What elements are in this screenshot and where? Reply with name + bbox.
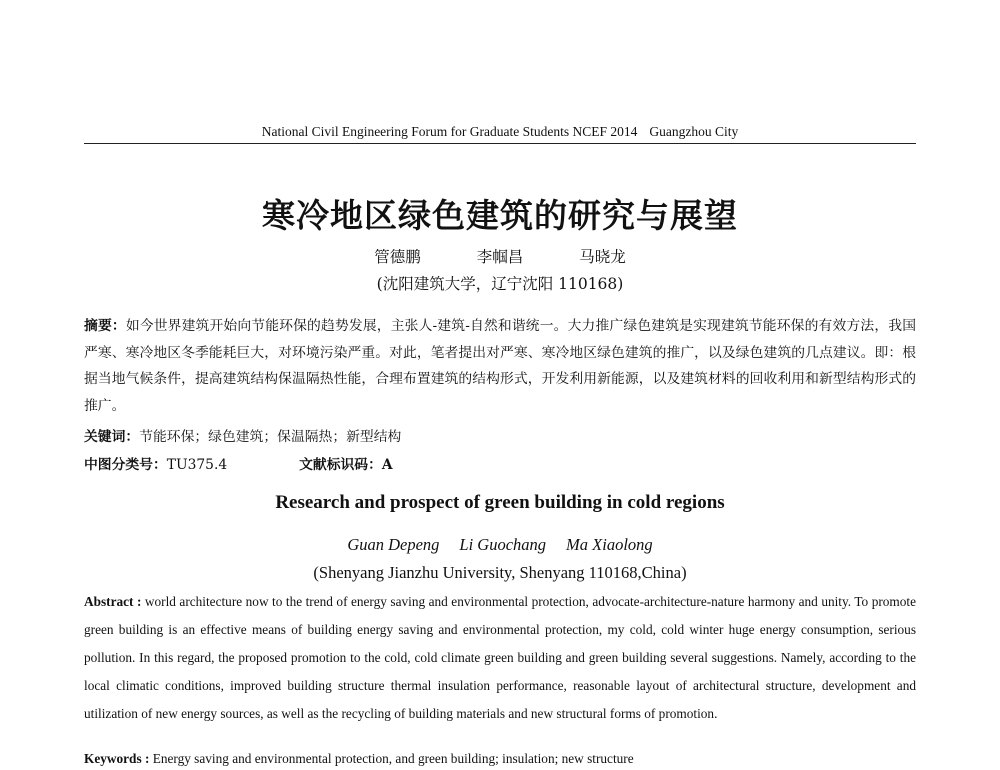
classification-cn: [84, 453, 393, 473]
affiliation-en: (Shenyang Jianzhu University, Shenyang 110168,China): [313, 563, 687, 582]
authors-en: [0, 535, 1000, 555]
author-cn-3: 马晓龙: [579, 248, 626, 266]
abstract-cn: [84, 313, 916, 419]
author-en-3: Ma Xiaolong: [566, 535, 653, 554]
keywords-cn-label: 关键词：: [84, 429, 140, 445]
conference-name: National Civil Engineering Forum for Graduate Students NCEF 2014: [261, 124, 638, 139]
header-rule: [84, 143, 916, 144]
paper-title-en: Research and prospect of green building in cold regions: [275, 492, 725, 513]
doc-code-label: 文献标识码：: [299, 457, 382, 473]
keywords-en: [84, 751, 634, 767]
author-cn-2: 李帼昌: [476, 248, 524, 266]
author-en-2: Li Guochang: [459, 535, 547, 554]
clc-label: 中图分类号：: [84, 457, 167, 473]
paper-title-cn: 寒冷地区绿色建筑的研究与展望: [262, 196, 738, 235]
keywords-cn-text: 节能环保；绿色建筑；保温隔热；新型结构: [139, 429, 402, 445]
clc-value: TU375.4: [166, 457, 228, 473]
abstract-en: [84, 588, 916, 728]
affiliation-cn: (沈阳建筑大学，辽宁沈阳 110168): [376, 275, 624, 293]
author-en-1: Guan Depeng: [347, 535, 440, 554]
abstract-cn-label: 摘要：: [84, 318, 126, 334]
abstract-en-label: Abstract :: [84, 594, 142, 609]
conference-city: Guangzhou City: [649, 124, 739, 139]
abstract-cn-text: 如今世界建筑开始向节能环保的趋势发展，主张人-建筑-自然和谐统一。大力推广绿色建筑是实现建筑节能环保的有效方法，我国严寒、寒冷地区冬季能耗巨大，对环境污染严重。对此，笔者提出对严寒、寒冷地区绿色建筑的推广，以及绿色建筑的几点建议。即：根据当地气候条件，提高建筑结构保温隔热性能，合理布置建筑的结构形式，开发利用新能源，以及建筑材料的回收利用和新型结构形式的推广。: [84, 318, 916, 414]
author-cn-1: 管德鹏: [374, 248, 421, 266]
authors-cn: [0, 245, 1000, 267]
abstract-en-text: world architecture now to the trend of energy saving and environmental protection, advocate-architecture-nature harmony and unity. To promote green building is an effective means of building energy saving and environmental protection, my cold, cold winter huge energy consumption, serious pollution. In this regard, the proposed promotion to the cold, cold climate green building and green building several suggestions. Namely, according to the local climatic conditions, improved building structure thermal insulation performance, reasonable layout of architectural structure, development and utilization of new energy sources, as well as the recycling of building materials and new structural forms of promotion.: [84, 594, 917, 721]
doc-code-value: A: [381, 457, 393, 473]
keywords-cn: [84, 425, 401, 445]
running-header: [0, 124, 1000, 140]
keywords-en-label: Keywords :: [84, 751, 150, 766]
keywords-en-text: Energy saving and environmental protection, and green building; insulation; new structure: [152, 751, 634, 766]
